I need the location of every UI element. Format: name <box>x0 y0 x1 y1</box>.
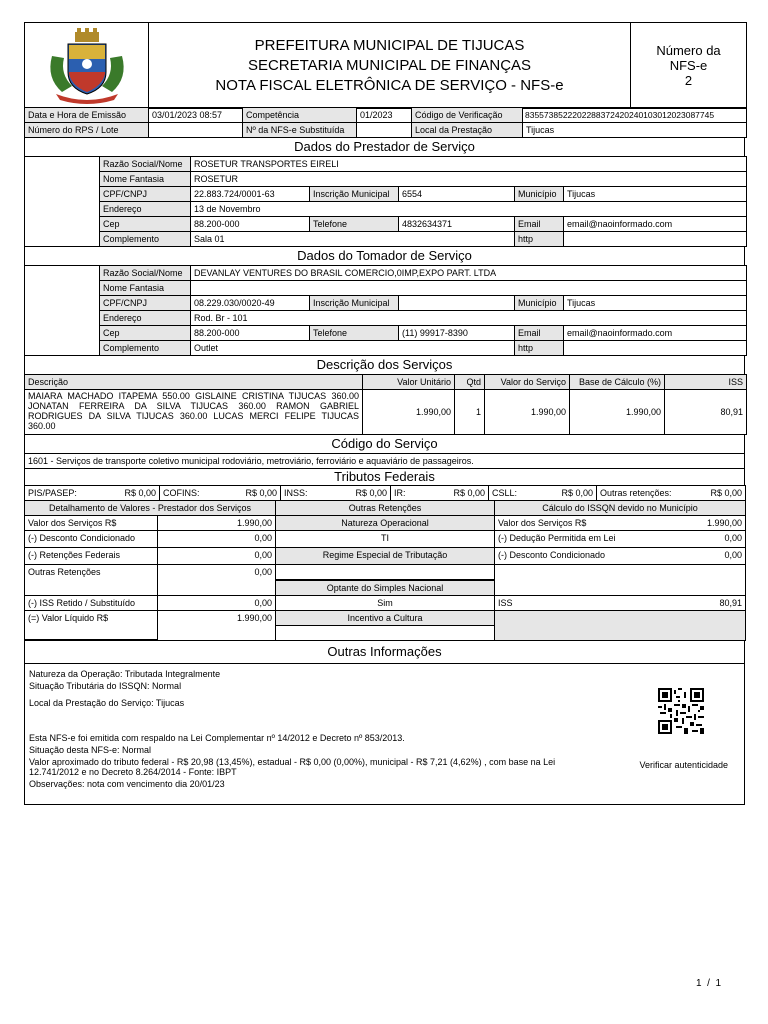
servico-iss <box>664 389 747 435</box>
tributo-ir-label: IR: <box>394 488 406 498</box>
tributo-outras <box>596 485 746 501</box>
competencia-label: Competência <box>242 107 357 123</box>
servico-iss-text: 80,91 <box>720 407 743 417</box>
tomador-telefone-label: Telefone <box>309 325 399 341</box>
info-observacoes: Observações: nota com vencimento dia 20/01/23 <box>29 779 225 789</box>
col-descricao: Descrição <box>24 374 363 390</box>
info-lei: Esta NFS-e foi emitida com respaldo na Lei Complementar nº 14/2012 e Decreto nº 853/2013. <box>29 733 405 743</box>
prestador-municipio-value: Tijucas <box>563 186 747 202</box>
tomador-email-label: Email <box>514 325 564 341</box>
tomador-cpf-value: 08.229.030/0020-49 <box>190 295 310 311</box>
coat-of-arms-icon <box>24 22 149 109</box>
tributo-cofins <box>159 485 281 501</box>
calc-deducao <box>494 530 746 548</box>
col-valor-unitario: Valor Unitário <box>362 374 455 390</box>
calc-desconto <box>494 547 746 565</box>
tributo-pis-label: PIS/PASEP: <box>28 488 77 498</box>
nfse-number-value: 2 <box>684 73 693 88</box>
servico-valor <box>484 389 570 435</box>
tributo-csll-value: R$ 0,00 <box>561 488 593 498</box>
nfse-number-label-2: NFS-e <box>669 58 708 73</box>
calc-desconto-label: (-) Desconto Condicionado <box>498 550 606 560</box>
calculo-issqn-header: Cálculo do ISSQN devido no Município <box>494 500 746 516</box>
info-valor-aprox-2: 12.741/2012 e no Decreto 8.264/2014 - Fonte: IBPT <box>29 767 237 777</box>
tomador-fantasia-label: Nome Fantasia <box>99 280 191 296</box>
tributos-table <box>24 485 745 500</box>
tomador-complemento-label: Complemento <box>99 340 191 356</box>
tributo-csll <box>488 485 597 501</box>
col-base-calculo: Base de Cálculo (%) <box>569 374 665 390</box>
incentivo-cultura-label: Incentivo a Cultura <box>275 610 495 626</box>
header-titles <box>148 22 631 109</box>
detalhamento-table <box>24 500 745 640</box>
servico-descricao: MAIARA MACHADO ITAPEMA 550.00 GISLAINE CRISTINA TIJUCAS 360.00 JONATAN FERREIRA DA SILVA TIJUCAS 360.00 RAMON GABRIEL RODRIGUES DA SILVA TIJUCAS 360.00 LUCAS MERCI FELIPE TIJUCAS 360.00 <box>24 389 363 435</box>
col-qtd: Qtd <box>454 374 485 390</box>
servico-valor-unitario <box>362 389 455 435</box>
prestador-cpf-label: CPF/CNPJ <box>99 186 191 202</box>
tomador-http-label: http <box>514 340 564 356</box>
calc-deducao-label: (-) Dedução Permitida em Lei <box>498 533 616 543</box>
substituida-label: Nº da NFS-e Substituída <box>242 122 357 138</box>
calc-valor-servicos-label: Valor dos Serviços R$ <box>498 518 587 528</box>
tomador-municipio-value: Tijucas <box>563 295 747 311</box>
rps-value <box>148 122 243 138</box>
tomador-cep-label: Cep <box>99 325 191 341</box>
tributo-inss-value: R$ 0,00 <box>355 488 387 498</box>
servico-qtd-text: 1 <box>475 407 481 417</box>
nfse-number-label: Número da <box>656 43 721 58</box>
codigo-servico-text: 1601 - Serviços de transporte coletivo municipal rodoviário, metroviário, ferroviário e aquaviário de passageiros. <box>24 453 745 469</box>
servico-qtd <box>454 389 485 435</box>
tributo-pis <box>24 485 160 501</box>
prestador-fantasia-label: Nome Fantasia <box>99 171 191 187</box>
det-ret-federais-label: (-) Retenções Federais <box>24 547 158 565</box>
outras-informacoes-title: Outras Informações <box>24 640 745 664</box>
regime-especial-label: Regime Especial de Tributação <box>275 547 495 565</box>
nfse-document <box>24 22 745 805</box>
local-prestacao-label: Local da Prestação <box>411 122 523 138</box>
det-iss-retido-label: (-) ISS Retido / Substituído <box>24 595 158 611</box>
tomador-telefone-value: (11) 99917-8390 <box>398 325 515 341</box>
prestador-municipio-label: Município <box>514 186 564 202</box>
prestador-telefone-value: 4832634371 <box>398 216 515 232</box>
simples-nacional-value: Sim <box>275 595 495 611</box>
incentivo-cultura-value <box>275 625 495 641</box>
natureza-operacional-value: TI <box>275 530 495 548</box>
det-valor-servicos-value: 1.990,00 <box>157 515 276 531</box>
prestador-endereco-value: 13 de Novembro <box>190 201 747 217</box>
det-iss-retido-value: 0,00 <box>157 595 276 611</box>
prestador-http-label: http <box>514 231 564 247</box>
prestador-im-label: Inscrição Municipal <box>309 186 399 202</box>
competencia-value: 01/2023 <box>356 107 412 123</box>
det-desconto-label: (-) Desconto Condicionado <box>24 530 158 548</box>
qr-code-icon[interactable] <box>658 688 704 734</box>
document-header <box>24 22 745 108</box>
det-desconto-value: 0,00 <box>157 530 276 548</box>
col-iss: ISS <box>664 374 747 390</box>
prestador-cep-value: 88.200-000 <box>190 216 310 232</box>
document-title: NOTA FISCAL ELETRÔNICA DE SERVIÇO - NFS-e <box>215 76 564 94</box>
prestador-im-value: 6554 <box>398 186 515 202</box>
tomador-section-title: Dados do Tomador de Serviço <box>24 246 745 266</box>
prestador-razao-value: ROSETUR TRANSPORTES EIRELI <box>190 156 747 172</box>
prestador-cpf-value: 22.883.724/0001-63 <box>190 186 310 202</box>
prestador-http-value <box>563 231 747 247</box>
det-outras-retencoes-value: 0,00 <box>157 564 276 596</box>
calc-valor-servicos-value: 1.990,00 <box>706 518 742 528</box>
tomador-fantasia-value <box>190 280 747 296</box>
simples-nacional-label: Optante do Simples Nacional <box>275 580 495 597</box>
tributo-pis-value: R$ 0,00 <box>124 488 156 498</box>
tributo-ir <box>390 485 489 501</box>
secretaria-title: SECRETARIA MUNICIPAL DE FINANÇAS <box>247 56 532 74</box>
calc-iss <box>494 595 746 611</box>
local-prestacao-value: Tijucas <box>522 122 747 138</box>
prestador-telefone-label: Telefone <box>309 216 399 232</box>
info-valor-aprox-1: Valor aproximado do tributo federal - R$ 20,98 (13,45%), estadual - R$ 0,00 (0,00%), municipal - R$ 7,21 (4,62%) , com base na Lei <box>29 757 556 767</box>
tomador-razao-label: Razão Social/Nome <box>99 265 191 281</box>
info-natureza: Natureza da Operação: Tributada Integralmente <box>29 669 221 679</box>
prestador-blank <box>24 156 100 247</box>
codigo-servico-title: Código do Serviço <box>24 434 745 454</box>
prestador-table <box>24 156 745 246</box>
substituida-value <box>356 122 412 138</box>
servicos-section-title: Descrição dos Serviços <box>24 355 745 375</box>
tributo-csll-label: CSLL: <box>492 488 518 498</box>
rps-label: Número do RPS / Lote <box>24 122 149 138</box>
prestador-complemento-value: Sala 01 <box>190 231 515 247</box>
codigo-verificacao-value: 8355738522202288372420240103012023087745 <box>522 107 747 123</box>
tributo-cofins-label: COFINS: <box>163 488 200 498</box>
emissao-label: Data e Hora de Emissão <box>24 107 149 123</box>
tomador-cep-value: 88.200-000 <box>190 325 310 341</box>
outras-retencoes-header: Outras Retenções <box>275 500 495 516</box>
natureza-operacional-label: Natureza Operacional <box>275 515 495 531</box>
det-liquido-value: 1.990,00 <box>157 610 276 641</box>
calc-desconto-value: 0,00 <box>724 550 742 560</box>
emissao-value: 03/01/2023 08:57 <box>148 107 243 123</box>
det-ret-federais-value: 0,00 <box>157 547 276 565</box>
tomador-im-label: Inscrição Municipal <box>309 295 399 311</box>
calc-iss-label: ISS <box>498 598 513 608</box>
prestador-email-value: email@naoinformado.com <box>563 216 747 232</box>
tomador-im-value <box>398 295 515 311</box>
tomador-complemento-value: Outlet <box>190 340 515 356</box>
det-valor-servicos-label: Valor dos Serviços R$ <box>24 515 158 531</box>
calc-iss-value: 80,91 <box>719 598 742 608</box>
col-valor-servico: Valor do Serviço <box>484 374 570 390</box>
verificar-autenticidade-link[interactable]: Verificar autenticidade <box>639 760 728 770</box>
tributo-outras-label: Outras retenções: <box>600 488 672 498</box>
meta-table <box>24 107 745 137</box>
calc-blank-2 <box>494 610 746 641</box>
tomador-municipio-label: Município <box>514 295 564 311</box>
calc-blank-1 <box>494 564 746 596</box>
tributo-ir-value: R$ 0,00 <box>453 488 485 498</box>
tomador-http-value <box>563 340 747 356</box>
detalhamento-header: Detalhamento de Valores - Prestador dos Serviços <box>24 500 276 516</box>
regime-especial-value <box>275 564 495 580</box>
tributo-inss-label: INSS: <box>284 488 308 498</box>
servico-valor-text: 1.990,00 <box>530 407 566 417</box>
page-indicator: 1 / 1 <box>696 978 722 989</box>
info-situacao-issqn: Situação Tributária do ISSQN: Normal <box>29 681 182 691</box>
prestador-endereco-label: Endereço <box>99 201 191 217</box>
tomador-razao-value: DEVANLAY VENTURES DO BRASIL COMERCIO,0IMP,EXPO PART. LTDA <box>190 265 747 281</box>
prestador-email-label: Email <box>514 216 564 232</box>
codigo-verificacao-label: Código de Verificação <box>411 107 523 123</box>
prestador-complemento-label: Complemento <box>99 231 191 247</box>
prestador-razao-label: Razão Social/Nome <box>99 156 191 172</box>
det-outras-retencoes-label: Outras Retenções <box>24 564 158 596</box>
outras-informacoes-box <box>24 663 745 805</box>
servico-valor-unitario-text: 1.990,00 <box>415 407 451 417</box>
tomador-blank <box>24 265 100 356</box>
tributo-cofins-value: R$ 0,00 <box>245 488 277 498</box>
nfse-number-box <box>630 22 747 109</box>
tomador-email-value: email@naoinformado.com <box>563 325 747 341</box>
info-local: Local da Prestação do Serviço: Tijucas <box>29 698 185 708</box>
tributos-title: Tributos Federais <box>24 468 745 486</box>
tomador-endereco-label: Endereço <box>99 310 191 326</box>
servico-base <box>569 389 665 435</box>
tomador-table <box>24 265 745 355</box>
calc-deducao-value: 0,00 <box>724 533 742 543</box>
tributo-inss <box>280 485 391 501</box>
prestador-section-title: Dados do Prestador de Serviço <box>24 137 745 157</box>
tomador-endereco-value: Rod. Br - 101 <box>190 310 747 326</box>
calc-valor-servicos <box>494 515 746 531</box>
det-liquido-label: (=) Valor Líquido R$ <box>24 610 158 640</box>
prestador-cep-label: Cep <box>99 216 191 232</box>
prestador-fantasia-value: ROSETUR <box>190 171 747 187</box>
tributo-outras-value: R$ 0,00 <box>710 488 742 498</box>
info-situacao: Situação desta NFS-e: Normal <box>29 745 152 755</box>
servicos-table <box>24 374 745 434</box>
tomador-cpf-label: CPF/CNPJ <box>99 295 191 311</box>
servico-base-text: 1.990,00 <box>625 407 661 417</box>
prefeitura-title: PREFEITURA MUNICIPAL DE TIJUCAS <box>254 36 525 54</box>
